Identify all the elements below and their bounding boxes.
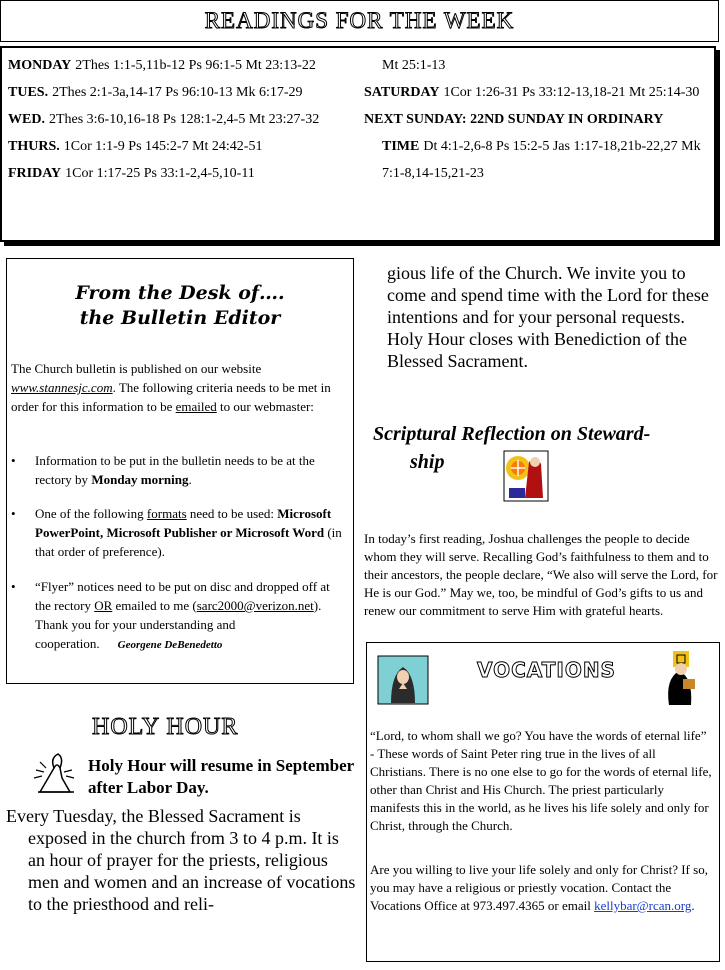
reading-text: 2Thes 1:1-5,11b-12 Ps 96:1-5 Mt 23:13-22 — [75, 58, 316, 73]
editor-thanks: Thank you for your understanding and cooperation. — [35, 617, 236, 651]
reading-day: NEXT SUNDAY: 22ND SUNDAY IN ORDINARY TIME — [364, 112, 663, 154]
reading-text: 1Cor 1:26-31 Ps 33:12-13,18-21 Mt 25:14-30 — [443, 85, 700, 100]
bullet-text: (in that order of preference). — [35, 525, 342, 559]
intro-text: . The following criteria needs to be met in order for this information to be — [11, 380, 331, 414]
reading-next-sunday — [364, 106, 704, 187]
editor-bullet-1 — [11, 451, 347, 489]
vocations-text: . — [691, 898, 695, 913]
bullet-text: “Flyer” notices need to be put on disc and dropped off at the rectory — [35, 579, 330, 613]
bullet-text: need to be used: — [186, 506, 278, 521]
reading-monday — [8, 52, 358, 79]
holy-hour-body-left: Every Tuesday, the Blessed Sacrament is exposed in the church from 3 to 4 p.m. It is an hour of prayer for the priests, religious men and women and an increase of vocations to the priesthood and reli- — [6, 806, 356, 914]
praying-hands-icon — [30, 748, 82, 796]
bulletin-editor-box — [6, 258, 354, 684]
vocations-text: Are you willing to live your life solely and only for Christ? If so, you may have a religious or priestly vocation. Contact the Vocations Office at 973.497.4365 or email — [370, 862, 708, 913]
holy-hour-body-continued: gious life of the Church. We invite you to come and spend time with the Lord for these intentions and for your personal requests. Holy Hour closes with Benediction of the Blessed Sacrament. — [387, 263, 709, 371]
bullet-dot: • — [11, 579, 16, 594]
editor-heading-line2: the Bulletin Editor — [79, 307, 281, 329]
holy-hour-body — [6, 805, 356, 915]
editor-heading-line1: From the Desk of…. — [75, 282, 285, 304]
vocations-title: VOCATIONS — [477, 658, 616, 682]
scriptural-title-line2: ship — [410, 451, 445, 473]
reading-day: TUES. — [8, 85, 49, 100]
vocations-paragraph-2 — [370, 861, 714, 915]
reading-text: 2Thes 2:1-3a,14-17 Ps 96:10-13 Mk 6:17-29 — [52, 85, 303, 100]
scriptural-reflection-body: In today’s first reading, Joshua challenges the people to decide whom they will serve. Recalling God’s faithfulness to them and to their ancestors, the people declare, “We also will serve the Lord, for He is our God.” May we, too, be mindful of God’s gifts to us and renew our commitment to serve Him with grateful hearts. — [364, 531, 718, 618]
vocations-paragraph-1: “Lord, to whom shall we go? You have the words of eternal life” - These words of Saint Peter ring true in the lives of all Christians. There is no one else to go for the words of eternal life, other than Christ and His Church. The priest particularly manifests this in the world, as he lives his life solely and only for Christ, through the Church. — [370, 728, 712, 833]
editor-email-link[interactable]: sarc2000@verizon.net — [196, 598, 314, 613]
intro-text: The Church bulletin is published on our website — [11, 361, 262, 376]
intro-emailed: emailed — [175, 399, 217, 414]
editor-heading — [7, 281, 353, 331]
editor-bullet-2 — [11, 504, 347, 561]
scriptural-title-line1: Scriptural Reflection on Steward- — [373, 423, 651, 445]
holy-hour-title: HOLY HOUR — [92, 714, 239, 740]
readings-title-box — [0, 0, 719, 42]
reading-day: FRIDAY — [8, 166, 62, 181]
reading-friday — [8, 160, 358, 187]
reading-saturday — [364, 79, 704, 106]
bullet-emphasis: Microsoft PowerPoint, Microsoft Publisher or Microsoft Word — [35, 506, 332, 540]
reading-thursday — [8, 133, 358, 160]
bullet-text: . — [188, 472, 192, 487]
bullet-dot: • — [11, 506, 16, 521]
reading-friday-continued: Mt 25:1-13 — [382, 58, 446, 73]
holy-hour-notice: Holy Hour will resume in September after Labor Day. — [88, 756, 354, 797]
website-link[interactable]: www.stannesjc.com — [11, 380, 113, 395]
bullet-text: One of the following — [35, 506, 147, 521]
reading-text: 2Thes 3:6-10,16-18 Ps 128:1-2,4-5 Mt 23:27-32 — [48, 112, 320, 127]
reading-day: THURS. — [8, 139, 60, 154]
vocations-email-link[interactable]: kellybar@rcan.org — [594, 898, 692, 913]
vocations-box — [366, 642, 720, 962]
readings-title: READINGS FOR THE WEEK — [204, 8, 515, 33]
bullet-text: Information to be put in the bulletin needs to be at the rectory by — [35, 453, 315, 487]
bullet-text: emailed to me ( — [112, 598, 197, 613]
reading-day: SATURDAY — [364, 85, 440, 100]
intro-text: to our webmaster: — [216, 399, 314, 414]
editor-bullet-3 — [11, 577, 347, 655]
editor-intro — [11, 359, 341, 416]
editor-signature: Georgene DeBenedetto — [117, 639, 223, 651]
reading-text: Dt 4:1-2,6-8 Ps 15:2-5 Jas 1:17-18,21b-22,27 Mk 7:1-8,14-15,21-23 — [382, 139, 701, 181]
reading-wednesday — [8, 106, 358, 133]
reading-day: MONDAY — [8, 58, 72, 73]
bullet-dot: • — [11, 453, 16, 468]
reading-text: 1Cor 1:1-9 Ps 145:2-7 Mt 24:42-51 — [63, 139, 263, 154]
readings-left-column — [8, 52, 358, 187]
bullet-or: OR — [94, 598, 113, 613]
reading-text: 1Cor 1:17-25 Ps 33:1-2,4-5,10-11 — [65, 166, 255, 181]
reading-day: WED. — [8, 112, 45, 127]
bullet-text: ). — [313, 598, 322, 613]
bullet-formats: formats — [146, 506, 187, 521]
reading-tuesday — [8, 79, 358, 106]
praying-nun-icon — [377, 655, 429, 705]
readings-right-column — [364, 52, 704, 187]
readings-box — [0, 46, 716, 242]
bullet-emphasis: Monday morning — [91, 472, 189, 487]
candle-prayer-icon — [503, 450, 549, 502]
priest-reading-icon — [659, 649, 703, 707]
